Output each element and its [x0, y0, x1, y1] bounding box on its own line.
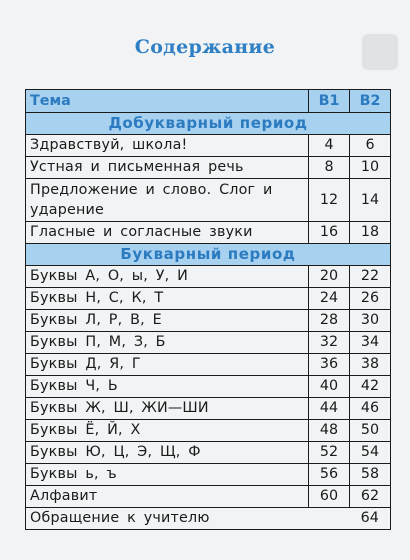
row-page-v2: 50	[350, 420, 391, 442]
page-title: Содержание	[134, 36, 276, 58]
table-row	[26, 442, 391, 464]
table-row	[26, 135, 391, 157]
table-row	[26, 354, 391, 376]
row-topic: Устная и письменная речь	[26, 157, 309, 179]
row-page-v2: 54	[350, 442, 391, 464]
row-topic: Буквы Д, Я, Г	[26, 354, 309, 376]
row-page-v1: 48	[309, 420, 350, 442]
row-page-v2: 18	[350, 222, 391, 244]
header-col2: В2	[350, 90, 391, 113]
header-topic: Тема	[26, 90, 309, 113]
row-page-v1: 24	[309, 288, 350, 310]
row-topic: Буквы А, О, ы, У, И	[26, 266, 309, 288]
row-page-v1: 52	[309, 442, 350, 464]
table-row	[26, 179, 391, 222]
table-header-row	[26, 90, 391, 113]
row-topic: Гласные и согласные звуки	[26, 222, 309, 244]
row-page-v2: 10	[350, 157, 391, 179]
row-page-v2: 46	[350, 398, 391, 420]
section-title: Добукварный период	[26, 113, 391, 135]
row-page-v1: 36	[309, 354, 350, 376]
row-page-v2: 42	[350, 376, 391, 398]
table-row	[26, 464, 391, 486]
row-page-v1: 40	[309, 376, 350, 398]
section-title: Букварный период	[26, 244, 391, 266]
table-row	[26, 420, 391, 442]
table-row	[26, 332, 391, 354]
row-page-v2: 26	[350, 288, 391, 310]
row-topic: Буквы Ё, Й, Х	[26, 420, 309, 442]
section-header-row	[26, 244, 391, 266]
row-topic: Буквы ь, ъ	[26, 464, 309, 486]
row-page-v2: 62	[350, 486, 391, 508]
table-row	[26, 376, 391, 398]
row-topic: Буквы Ж, Ш, ЖИ—ШИ	[26, 398, 309, 420]
table-row	[26, 310, 391, 332]
row-page-v2: 6	[350, 135, 391, 157]
row-page-v2: 30	[350, 310, 391, 332]
row-topic: Буквы Ю, Ц, Э, Щ, Ф	[26, 442, 309, 464]
row-page-v1: 56	[309, 464, 350, 486]
row-topic: Буквы Н, С, К, Т	[26, 288, 309, 310]
row-page-v1: 12	[309, 179, 350, 222]
row-page-v1: 4	[309, 135, 350, 157]
row-page-v1: 20	[309, 266, 350, 288]
header-col1: В1	[309, 90, 350, 113]
row-page-v1: 44	[309, 398, 350, 420]
row-page-v1: 8	[309, 157, 350, 179]
row-topic: Буквы П, М, З, Б	[26, 332, 309, 354]
row-topic: Буквы Ч, Ь	[26, 376, 309, 398]
row-topic: Буквы Л, Р, В, Е	[26, 310, 309, 332]
table-row	[26, 288, 391, 310]
row-page-v1: 60	[309, 486, 350, 508]
table-row	[26, 222, 391, 244]
row-page-v2: 58	[350, 464, 391, 486]
row-topic: Здравствуй, школа!	[26, 135, 309, 157]
row-page-v1: 28	[309, 310, 350, 332]
row-page: 64	[350, 508, 391, 530]
row-page-v2: 34	[350, 332, 391, 354]
contents-table	[25, 89, 391, 530]
table-row	[26, 398, 391, 420]
row-page-v2: 14	[350, 179, 391, 222]
table-row	[26, 486, 391, 508]
final-row	[26, 508, 391, 530]
row-page-v2: 38	[350, 354, 391, 376]
row-page-v1: 16	[309, 222, 350, 244]
row-topic: Обращение к учителю	[26, 508, 350, 530]
table-row	[26, 266, 391, 288]
section-header-row	[26, 113, 391, 135]
row-page-v2: 22	[350, 266, 391, 288]
table-row	[26, 157, 391, 179]
row-topic: Предложение и слово. Слог и ударение	[26, 179, 309, 222]
row-topic: Алфавит	[26, 486, 309, 508]
row-page-v1: 32	[309, 332, 350, 354]
